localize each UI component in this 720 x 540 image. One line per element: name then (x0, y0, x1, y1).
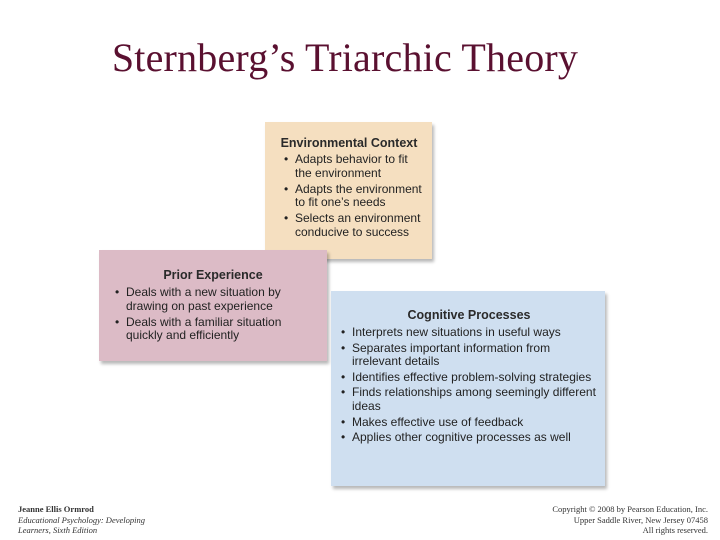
environmental-context-list (284, 153, 424, 240)
copyright-line-1: Copyright © 2008 by Pearson Education, Inc. (552, 504, 708, 514)
list-item: • Interprets new situations in useful ways (341, 326, 597, 340)
list-item: • Adapts the environment to fit one’s needs (284, 183, 424, 210)
list-item: • Identifies effective problem-solving strategies (341, 371, 597, 385)
cognitive-processes-box (331, 291, 605, 486)
footer-author: Jeanne Ellis Ormrod (18, 504, 94, 514)
footer-book-line-2: Learners, Sixth Edition (18, 525, 98, 535)
environmental-context-box (265, 122, 432, 259)
list-item: • Deals with a familiar situation quickly and efficiently (115, 316, 319, 343)
cognitive-processes-list (341, 326, 597, 445)
cognitive-processes-heading: Cognitive Processes (407, 308, 531, 322)
list-item: • Deals with a new situation by drawing on past experience (115, 286, 319, 313)
list-item: • Makes effective use of feedback (341, 416, 597, 430)
list-item: • Applies other cognitive processes as well (341, 431, 597, 445)
list-item: • Selects an environment conducive to success (284, 212, 424, 239)
list-item: • Separates important information from irrelevant details (341, 342, 597, 369)
prior-experience-heading: Prior Experience (163, 268, 263, 282)
list-item: • Adapts behavior to fit the environment (284, 153, 424, 180)
slide-title: Sternberg’s Triarchic Theory (111, 35, 579, 80)
footer-citation (18, 504, 145, 536)
list-item: • Finds relationships among seemingly different ideas (341, 386, 597, 413)
prior-experience-list (115, 286, 319, 343)
footer-copyright (508, 504, 708, 536)
copyright-line-3: All rights reserved. (642, 525, 708, 535)
prior-experience-box (99, 250, 327, 361)
copyright-line-2: Upper Saddle River, New Jersey 07458 (573, 514, 708, 525)
environmental-context-heading: Environmental Context (280, 136, 418, 150)
footer-book-line-1: Educational Psychology: Developing (18, 514, 145, 525)
